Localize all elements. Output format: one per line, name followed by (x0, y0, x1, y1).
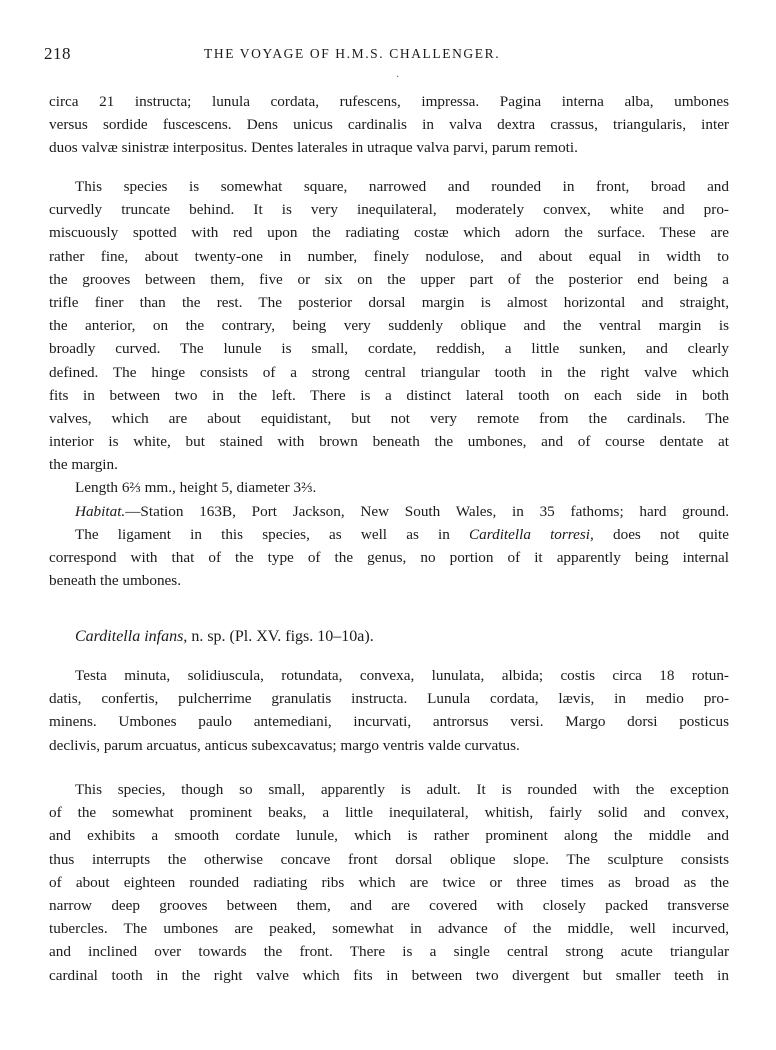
text-line: and inclined over towards the front. There is a single central strong acute triangular (49, 943, 729, 961)
text-line: broadly curved. The lunule is small, cordate, reddish, a little sunken, and clearly (49, 340, 729, 358)
page-number: 218 (44, 44, 71, 63)
text-line: the anterior, on the contrary, being very suddenly oblique and the ventral margin is (49, 317, 729, 335)
text-line: fits in between two in the left. There is a distinct lateral tooth on each side in both (49, 386, 729, 404)
ligament-text-start: The ligament in this species, as well as in (75, 525, 470, 543)
text-line: the margin. (49, 456, 118, 474)
text-line: versus sordide fuscescens. Dens unicus cardinalis in valva dextra crassus, triangularis, inter (49, 116, 729, 134)
description-paragraph (49, 175, 729, 592)
text-line: and exhibits a smooth cordate lunule, which is rather prominent along the middle and (49, 827, 729, 845)
species-reference: Carditella torresi, (469, 525, 594, 543)
text-line: beneath the umbones. (49, 572, 182, 590)
species-heading (49, 625, 729, 648)
latin-diagnosis-paragraph (49, 664, 729, 757)
text-line: trifle finer than the rest. The posterior dorsal margin is almost horizontal and straight, (49, 293, 729, 311)
text-line: curvedly truncate behind. It is very inequilateral, moderately convex, white and pro- (49, 201, 729, 219)
habitat-label: Habitat. (75, 502, 126, 520)
text-line: of the somewhat prominent beaks, a little inequilateral, whitish, fairly solid and convex, (49, 804, 729, 822)
text-line: duos valvæ sinistræ interpositus. Dentes laterales in utraque valva parvi, parum remoti. (49, 139, 578, 157)
running-title: THE VOYAGE OF H.M.S. CHALLENGER. (204, 46, 501, 61)
text-line: cardinal tooth in the right valve which fits in between two divergent but smaller teeth in (49, 966, 729, 984)
text-line: interior is white, but stained with brown beneath the umbones, and of course dentate at (49, 433, 729, 451)
text-line: valves, which are about equidistant, but not very remote from the cardinals. The (49, 409, 729, 427)
text-line: correspond with that of the type of the genus, no portion of it apparently being internal (49, 549, 729, 566)
species-plate-reference: n. sp. (Pl. XV. figs. 10–10a). (187, 628, 374, 645)
text-line: the grooves between them, five or six on the upper part of the posterior end being a (49, 270, 729, 288)
text-line: narrow deep grooves between them, and are covered with closely packed transverse (49, 896, 729, 914)
species-heading-line (49, 625, 729, 648)
text-line: thus interrupts the otherwise concave front dorsal oblique slope. The sculpture consists (49, 850, 729, 868)
text-line: minens. Umbones paulo antemediani, incurvati, antrorsus versi. Margo dorsi posticus (49, 713, 729, 731)
text-line: miscuously spotted with red upon the radiating costæ which adorn the surface. These are (49, 224, 729, 242)
habitat-line (49, 500, 729, 523)
text-line: defined. The hinge consists of a strong central triangular tooth in the right valve which (49, 363, 729, 381)
species-name: Carditella infans, (75, 628, 188, 645)
text-line: circa 21 instructa; lunula cordata, rufescens, impressa. Pagina interna alba, umbones (49, 93, 729, 110)
text-line: This species, though so small, apparently is adult. It is rounded with the exception (75, 781, 729, 798)
ligament-text-end: does not quite (593, 525, 729, 543)
measurements-line: Length 6⅔ mm., height 5, diameter 3⅔. (75, 479, 317, 497)
habitat-text: —Station 163B, Port Jackson, New South Wales, in 35 fathoms; hard ground. (125, 502, 729, 520)
text-line: declivis, parum arcuatus, anticus subexcavatus; margo ventris valde curvatus. (49, 736, 520, 754)
header-ornament: · (396, 72, 400, 83)
latin-continuation-paragraph (49, 90, 729, 160)
text-line: rather fine, about twenty-one in number, finely nodulose, and about equal in width to (49, 247, 729, 265)
text-line: tubercles. The umbones are peaked, somewhat in advance of the middle, well incurved, (49, 920, 729, 938)
english-description-paragraph (49, 778, 729, 987)
ligament-line (49, 523, 729, 546)
text-line: This species is somewhat square, narrowed and rounded in front, broad and (75, 178, 729, 195)
text-line: datis, confertis, pulcherrime granulatis instructa. Lunula cordata, lævis, in medio pro- (49, 690, 729, 708)
text-line: of about eighteen rounded radiating ribs which are twice or three times as broad as the (49, 873, 729, 891)
page-header (44, 44, 738, 83)
text-line: Testa minuta, solidiuscula, rotundata, convexa, lunulata, albida; costis circa 18 rotun- (75, 667, 729, 684)
